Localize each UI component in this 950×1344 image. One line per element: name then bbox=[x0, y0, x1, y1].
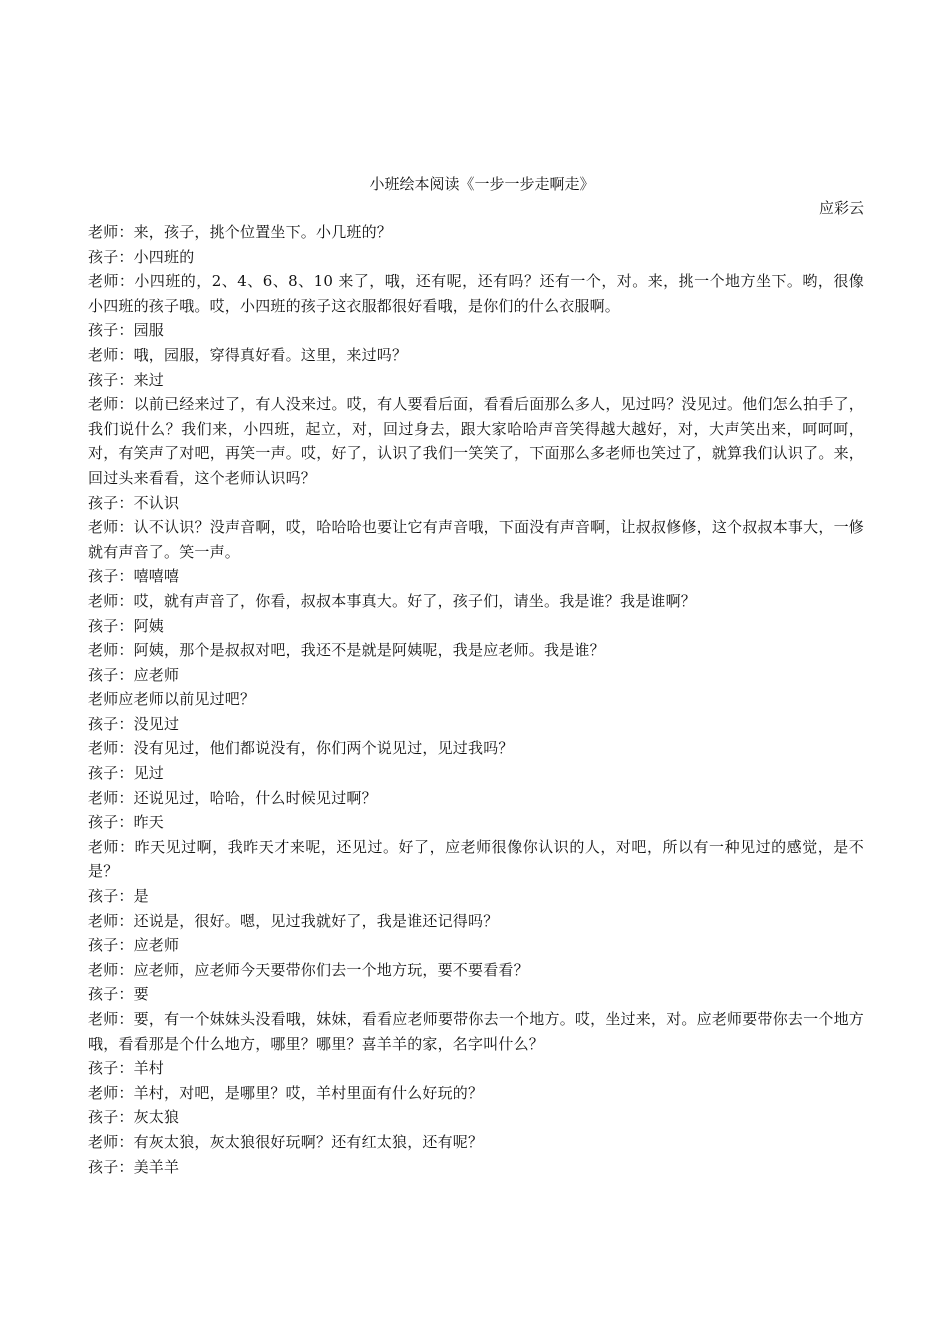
dialogue-line: 老师：小四班的，2、4、6、8、10 来了，哦，还有呢，还有吗？还有一个，对。来，挑一个地方坐下。哟，很像小四班的孩子哦。哎，小四班的孩子这衣服都很好看哦，是你们的什么衣服啊。 bbox=[88, 272, 864, 315]
dialogue-transcript bbox=[88, 220, 864, 1179]
dialogue-line: 老师：阿姨，那个是叔叔对吧，我还不是就是阿姨呢，我是应老师。我是谁？ bbox=[88, 641, 605, 660]
dialogue-line: 孩子：是 bbox=[88, 887, 149, 906]
document-author: 应彩云 bbox=[818, 199, 864, 217]
dialogue-line: 老师：认不认识？没声音啊，哎，哈哈哈也要让它有声音哦，下面没有声音啊，让叔叔修修，这个叔叔本事大，一修就有声音了。笑一声。 bbox=[88, 518, 864, 561]
dialogue-line: 老师：还说见过，哈哈，什么时候见过啊？ bbox=[88, 788, 377, 807]
dialogue-line: 老师：以前已经来过了，有人没来过。哎，有人要看后面，看看后面那么多人，见过吗？没见过。他们怎么拍手了，我们说什么？我们来，小四班，起立，对，回过身去，跟大家哈哈声音笑得越大越好，对，大声笑出来，呵呵呵，对，有笑声了对吧，再笑一声。哎，好了，认识了我们一笑笑了，下面那么多老师也笑过了，就算我们认识了。来，回过头来看看，这个老师认识吗？ bbox=[88, 395, 864, 487]
dialogue-line: 老师：哦，园服，穿得真好看。这里，来过吗？ bbox=[88, 345, 408, 364]
dialogue-line: 老师：哎，就有声音了，你看，叔叔本事真大。好了，孩子们，请坐。我是谁？我是谁啊？ bbox=[88, 591, 697, 610]
dialogue-line: 老师：还说是，很好。嗯，见过我就好了，我是谁还记得吗？ bbox=[88, 911, 499, 930]
dialogue-line: 孩子：应老师 bbox=[88, 665, 180, 684]
dialogue-line: 老师：没有见过，他们都说没有，你们两个说见过，见过我吗？ bbox=[88, 739, 514, 758]
dialogue-line: 孩子：美羊羊 bbox=[88, 1157, 180, 1176]
dialogue-line: 孩子：园服 bbox=[88, 321, 165, 340]
dialogue-line: 孩子：羊村 bbox=[88, 1059, 165, 1078]
document-page bbox=[88, 172, 864, 1179]
dialogue-line: 孩子：小四班的 bbox=[88, 247, 195, 266]
dialogue-line: 孩子：灰太狼 bbox=[88, 1108, 180, 1127]
dialogue-line: 孩子：阿姨 bbox=[88, 616, 165, 635]
dialogue-line: 老师：羊村，对吧，是哪里？哎，羊村里面有什么好玩的？ bbox=[88, 1083, 484, 1102]
dialogue-line: 孩子：昨天 bbox=[88, 813, 165, 832]
dialogue-line: 孩子：应老师 bbox=[88, 936, 180, 955]
dialogue-line: 老师：应老师，应老师今天要带你们去一个地方玩，要不要看看？ bbox=[88, 960, 529, 979]
dialogue-line: 孩子：嘻嘻嘻 bbox=[88, 567, 180, 586]
dialogue-line: 孩子：不认识 bbox=[88, 493, 180, 512]
dialogue-line: 老师：来，孩子，挑个位置坐下。小几班的？ bbox=[88, 223, 393, 241]
document-title: 小班绘本阅读《一步一步走啊走》 bbox=[369, 175, 595, 193]
dialogue-line: 孩子：见过 bbox=[88, 764, 165, 783]
dialogue-line: 孩子：要 bbox=[88, 985, 149, 1004]
dialogue-line: 老师：要，有一个妹妹头没看哦，妹妹，看看应老师要带你去一个地方。哎，坐过来，对。应老师要带你去一个地方哦，看看那是个什么地方，哪里？哪里？喜羊羊的家，名字叫什么？ bbox=[88, 1010, 864, 1053]
dialogue-line: 孩子：没见过 bbox=[88, 714, 180, 733]
dialogue-line: 老师：有灰太狼，灰太狼很好玩啊？还有红太狼，还有呢？ bbox=[88, 1132, 484, 1151]
dialogue-line: 孩子：来过 bbox=[88, 370, 165, 389]
dialogue-line: 老师应老师以前见过吧？ bbox=[88, 690, 256, 709]
dialogue-line: 老师：昨天见过啊，我昨天才来呢，还见过。好了，应老师很像你认识的人，对吧，所以有一种见过的感觉，是不是？ bbox=[88, 837, 864, 881]
